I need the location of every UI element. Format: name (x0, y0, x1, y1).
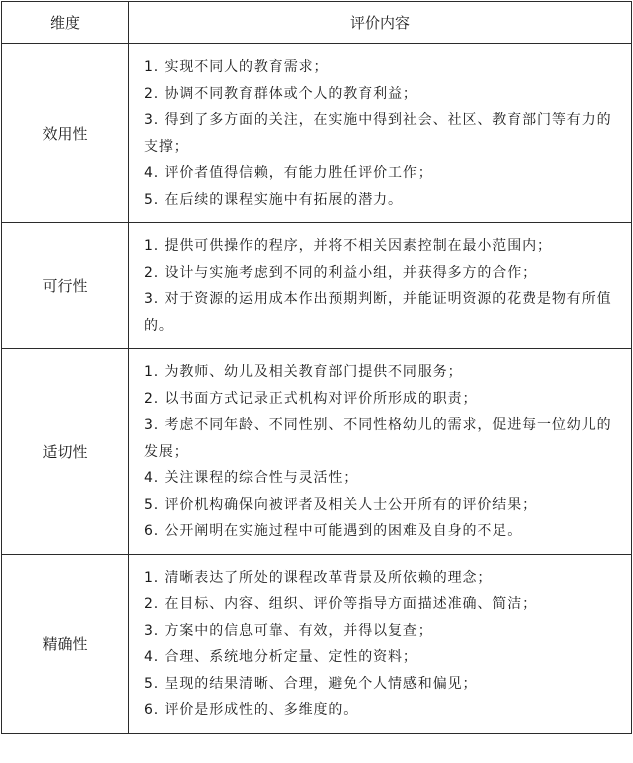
content-cell (129, 349, 632, 555)
list-item: 6. 公开阐明在实施过程中可能遇到的困难及自身的不足。 (144, 523, 523, 539)
header-content: 评价内容 (129, 2, 632, 44)
list-item: 4. 评价者值得信赖，有能力胜任评价工作； (144, 165, 433, 181)
list-item: 5. 呈现的结果清晰、合理，避免个人情感和偏见； (144, 675, 478, 692)
list-item: 4. 关注课程的综合性与灵活性； (144, 470, 359, 486)
list-item: 1. 提供可供操作的程序，并将不相关因素控制在最小范围内； (144, 238, 552, 254)
table-row (2, 554, 632, 733)
table-row (2, 349, 632, 555)
list-item: 3. 方案中的信息可靠、有效，并得以复查； (144, 622, 433, 639)
list-item: 2. 在目标、内容、组织、评价等指导方面描述准确、简洁； (144, 596, 538, 612)
list-item: 3. 得到了多方面的关注，在实施中得到社会、社区、教育部门等有力的支撑； (144, 112, 612, 155)
list-item: 4. 合理、系统地分析定量、定性的资料； (144, 649, 418, 665)
list-item: 1. 清晰表达了所处的课程改革背景及所依赖的理念； (144, 569, 493, 586)
content-cell (129, 554, 632, 733)
content-cell (129, 223, 632, 349)
table-row (2, 44, 632, 223)
table-row (2, 223, 632, 349)
list-item: 5. 在后续的课程实施中有拓展的潜力。 (144, 191, 403, 208)
list-item: 1. 为教师、幼儿及相关教育部门提供不同服务； (144, 364, 463, 380)
dimension-cell: 精确性 (2, 554, 129, 733)
header-row (2, 2, 632, 44)
list-item: 6. 评价是形成性的、多维度的。 (144, 702, 359, 718)
dimension-cell: 适切性 (2, 349, 129, 555)
content-cell (129, 44, 632, 223)
list-item: 3. 考虑不同年龄、不同性别、不同性格幼儿的需求，促进每一位幼儿的发展； (144, 417, 612, 460)
dimension-cell: 可行性 (2, 223, 129, 349)
dimension-cell: 效用性 (2, 44, 129, 223)
list-item: 1. 实现不同人的教育需求； (144, 59, 329, 75)
list-item: 2. 设计与实施考虑到不同的利益小组，并获得多方的合作； (144, 264, 538, 281)
list-item: 3. 对于资源的运用成本作出预期判断，并能证明资源的花费是物有所值的。 (144, 291, 612, 334)
header-dimension: 维度 (2, 2, 129, 44)
list-item: 2. 协调不同教育群体或个人的教育利益； (144, 85, 418, 102)
evaluation-table (1, 1, 632, 734)
list-item: 2. 以书面方式记录正式机构对评价所形成的职责； (144, 390, 478, 407)
list-item: 5. 评价机构确保向被评者及相关人士公开所有的评价结果； (144, 496, 538, 513)
